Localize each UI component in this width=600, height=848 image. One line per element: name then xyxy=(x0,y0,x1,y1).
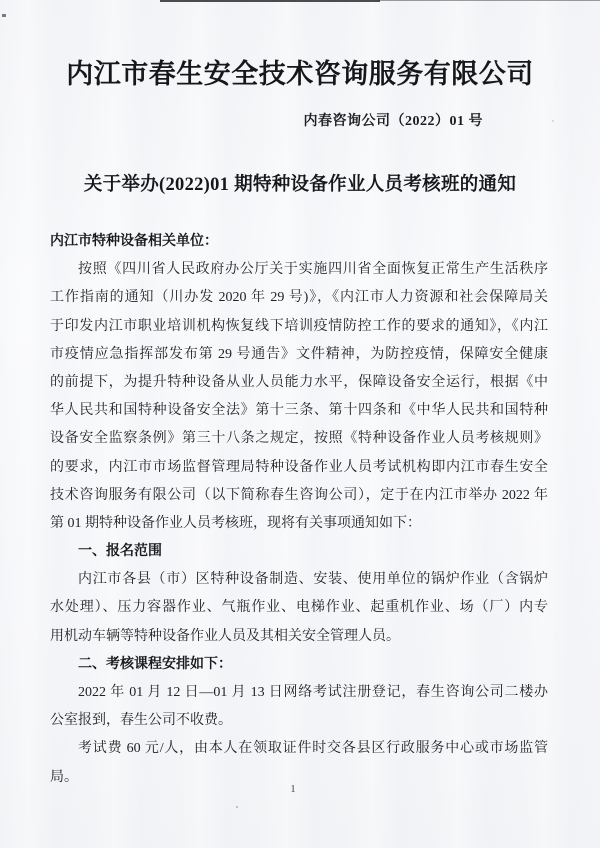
scan-artifact-top-line xyxy=(160,0,380,2)
body-line: 工作指南的通知（川办发 2020 年 29 号)》，《内江市人力资源和社会保障局关 xyxy=(50,290,548,306)
body-line: 市疫情应急指挥部发布第 29 号通告》文件精神，为防控疫情，保障安全健康 xyxy=(50,346,548,362)
body-line: 用机动车辆等特种设备作业人员及其相关安全管理人员。 xyxy=(50,628,400,644)
body-line: 第 01 期特种设备作业人员考核班，现将有关事项通知如下： xyxy=(50,515,421,531)
body-line: 局。 xyxy=(50,769,78,785)
body-line: 2022 年 01 月 12 日—01 月 13 日网络考试注册登记，春生咨询公司二楼办 xyxy=(78,685,548,700)
scan-speck xyxy=(552,120,554,122)
body-line: 技术咨询服务有限公司（以下简称春生咨询公司），定于在内江市举办 2022 年 xyxy=(50,487,548,503)
body-line: 于印发内江市职业培训机构恢复线下培训疫情防控工作的要求的通知》，《内江 xyxy=(50,318,548,334)
body-line: 水处理）、压力容器作业、气瓶作业、电梯作业、起重机作业、场（厂）内专 xyxy=(50,600,548,616)
body-line: 华人民共和国特种设备安全法》第十三条、第十四条和《中华人民共和国特种 xyxy=(50,403,548,419)
document-number: 内春咨询公司（2022）01 号 xyxy=(303,114,483,129)
notice-subject-heading: 关于举办(2022)01 期特种设备作业人员考核班的通知 xyxy=(83,175,517,195)
body-line: 公室报到，春生公司不收费。 xyxy=(50,713,232,729)
scan-artifact-top-line-faint xyxy=(378,0,600,1)
body-line: 按照《四川省人民政府办公厅关于实施四川省全面恢复正常生产生活秩序 xyxy=(78,262,548,278)
section-heading-2: 二、考核课程安排如下： xyxy=(78,656,232,672)
body-line: 设备安全监察条例》第三十八条之规定，按照《特种设备作业人员考核规则》 xyxy=(50,431,548,447)
body-line: 的要求，内江市市场监督管理局特种设备作业人员考试机构即内江市春生安全 xyxy=(50,459,548,475)
body-line: 的前提下，为提升特种设备从业人员能力水平，保障设备安全运行，根据《中 xyxy=(50,374,548,390)
scan-speck xyxy=(236,806,238,808)
section-heading-1: 一、报名范围 xyxy=(78,544,162,560)
salutation-line: 内江市特种设备相关单位： xyxy=(50,234,218,249)
company-title: 内江市春生安全技术咨询服务有限公司 xyxy=(66,59,534,89)
body-line: 考试费 60 元/人，由本人在领取证件时交各县区行政服务中心或市场监管 xyxy=(78,741,548,757)
scan-speck xyxy=(2,14,6,17)
body-line: 内江市各县（市）区特种设备制造、安装、使用单位的锅炉作业（含锅炉 xyxy=(78,572,548,588)
notice-body xyxy=(50,228,548,792)
page-number: 1 xyxy=(290,784,296,795)
